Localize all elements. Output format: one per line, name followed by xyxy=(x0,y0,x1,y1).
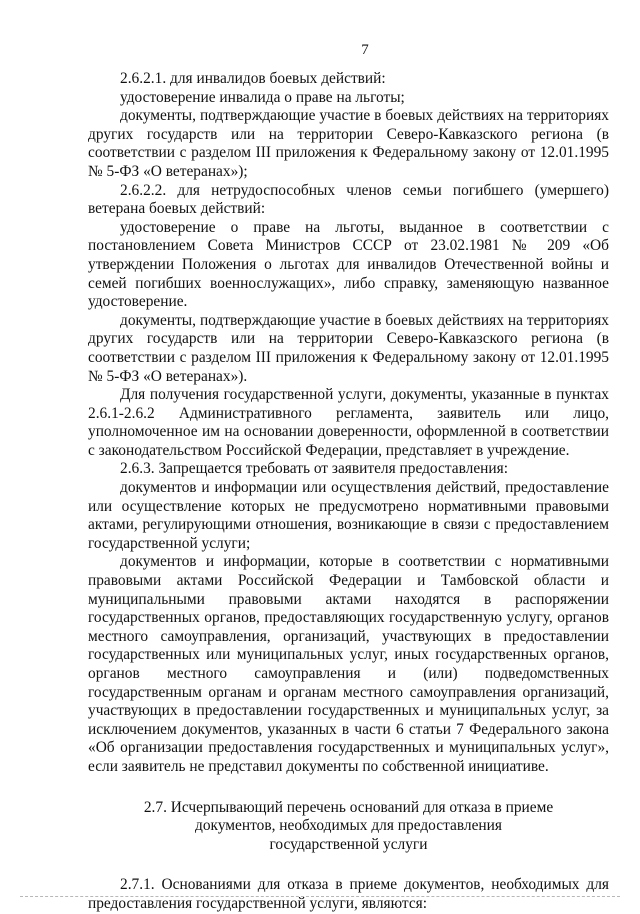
paragraph: удостоверение инвалида о праве на льготы; xyxy=(120,88,405,106)
heading-line: государственной услуги xyxy=(269,835,428,853)
paragraph: удостоверение о праве на льготы, выданное в соответствии с постановлением Совета Министров СССР от 23.02.1981 № 209 «Об утверждении Положения о льготах для инвалидов Отечественной войны и семей погибших военнослужащих», либо справку, заменяющую названное удостоверение. xyxy=(88,218,609,311)
paragraph: документы, подтверждающие участие в боевых действиях на территориях других государств или на территории Северо-Кавказского региона (в соответствии с разделом III приложения к Федеральному закону от 12.01.1995 № 5-ФЗ «О ветеранах»). xyxy=(88,311,609,385)
paragraph: Для получения государственной услуги, документы, указанные в пунктах 2.6.1-2.6.2 Административного регламента, заявитель или лицо, уполномоченное им на основании доверенности, оформленной в соответствии с законодательством Российской Федерации, представляет в учреждение. xyxy=(88,386,609,459)
section-heading xyxy=(88,799,609,855)
paragraph: документов и информации или осуществления действий, предоставление или осуществление которых не предусмотрено нормативными правовыми актами, регулирующими отношения, возникающие в связи с предоставлением государственной услуги; xyxy=(88,479,609,552)
document-body xyxy=(88,70,609,914)
paragraph: 2.6.3. Запрещается требовать от заявителя предоставления: xyxy=(120,460,508,478)
paragraph: 2.6.2.1. для инвалидов боевых действий: xyxy=(120,70,386,87)
paragraph: 2.7.1. Основаниями для отказа в приеме документов, необходимых для предоставления государственной услуги, являются: xyxy=(88,876,609,912)
paragraph: 2.6.2.2. для нетрудоспособных членов семьи погибшего (умершего) ветерана боевых действий: xyxy=(88,181,609,218)
spacer xyxy=(88,854,609,876)
heading-line: 2.7. Исчерпывающий перечень оснований для отказа в приеме xyxy=(143,798,554,816)
paragraph: документы, подтверждающие участие в боевых действиях на территориях других государств или на территории Северо-Кавказского региона (в соответствии с разделом III приложения к Федеральному закону от 12.01.1995 № 5-ФЗ «О ветеранах»); xyxy=(88,107,609,180)
paragraph: документов и информации, которые в соответствии с нормативными правовыми актами Российской Федерации и Тамбовской области и муниципальными правовыми актами находятся в распоряжении государственных органов, предоставляющих государственную услугу, органов местного самоуправления, организаций, участвующих в предоставлении государственных или муниципальных услуг, иных государственных органов, органов местного самоуправления и (или) подведомственных государственным органам и органам местного самоуправления организаций, участвующих в предоставлении государственных и муниципальных услуг, за исключением документов, указанных в части 6 статьи 7 Федерального закона «Об организации предоставления государственных и муниципальных услуг», если заявитель не представил документы по собственной инициативе. xyxy=(88,553,609,775)
heading-line: документов, необходимых для предоставления xyxy=(195,817,502,835)
page-number: 7 xyxy=(361,42,369,58)
scan-edge-line xyxy=(20,896,620,897)
